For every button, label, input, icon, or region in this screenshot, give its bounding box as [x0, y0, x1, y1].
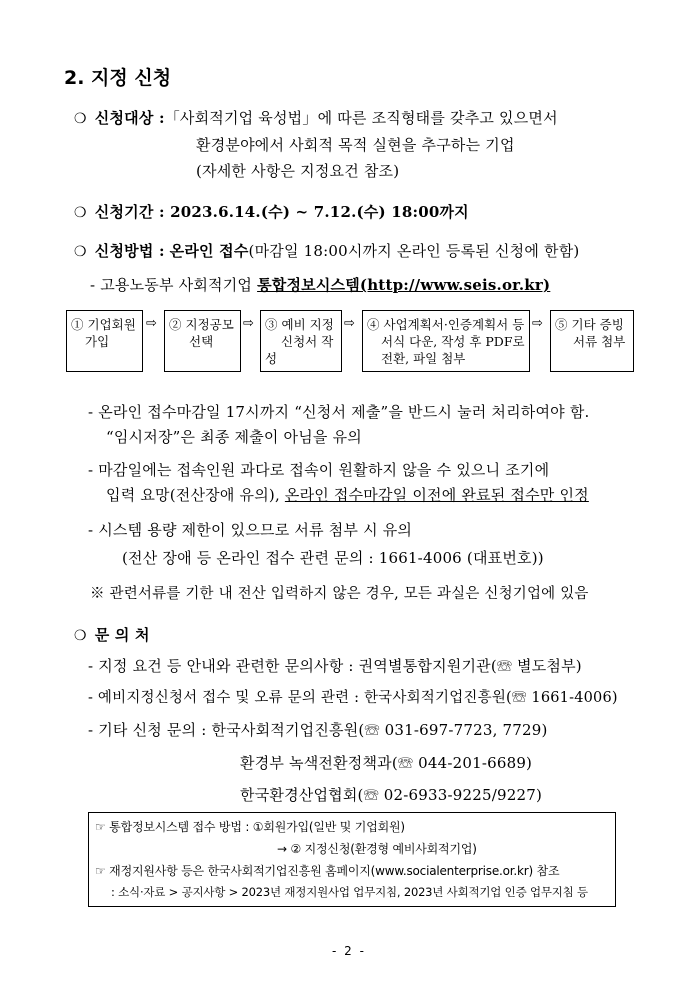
contact-line-2: - 예비지정신청서 접수 및 오류 문의 관련 : 한국사회적기업진흥원(☏ 1661-4006)	[88, 690, 618, 706]
contact-line-4: 환경부 녹색전환정책과(☏ 044-201-6689)	[240, 754, 533, 772]
eligibility-label: 신청대상 :	[94, 109, 165, 127]
flow-step-text: 기타 증빙	[571, 317, 624, 332]
flow-step-2	[164, 310, 241, 372]
contact-line-3: - 기타 신청 문의 : 한국사회적기업진흥원(☏ 031-697-7723, 7729)	[88, 721, 548, 739]
flow-step-text: 서류 첨부	[573, 334, 626, 349]
warning-note: ※ 관련서류를 기한 내 전산 입력하지 않은 경우, 모든 과실은 신청기업에 있음	[90, 586, 589, 602]
arrow-right-icon: ⇨	[243, 316, 254, 331]
info-box-line-1: ☞ 통합정보시스템 접수 방법 : ①회원가입(일반 및 기업회원)	[95, 820, 405, 834]
circle-bullet-icon: ❍	[74, 111, 87, 127]
flow-step-number: ②	[169, 317, 182, 332]
flow-step-text: 선택	[189, 334, 214, 349]
flow-step-number: ①	[71, 317, 84, 332]
system-prefix: - 고용노동부 사회적기업	[90, 276, 258, 294]
page-number: - 2 -	[332, 944, 366, 958]
arrow-right-icon: ⇨	[146, 316, 157, 331]
arrow-right-icon: ⇨	[532, 316, 543, 331]
flow-step-4	[362, 310, 530, 372]
note-1-line2: “임시저장”은 최종 제출이 아님을 유의	[106, 428, 362, 446]
flow-step-text: 전환, 파일 첨부	[381, 351, 466, 366]
flow-step-text: 지정공모	[185, 317, 234, 332]
eligibility-line2: 환경분야에서 사회적 목적 실현을 추구하는 기업	[196, 136, 515, 154]
method-value: 온라인 접수	[169, 242, 249, 260]
flow-step-number: ⑤	[555, 317, 568, 332]
system-link[interactable]: 통합정보시스템(http://www.seis.or.kr)	[257, 276, 551, 294]
period-value: 2023.6.14.(수) ~ 7.12.(수) 18:00까지	[170, 203, 469, 221]
note-1-line1: - 온라인 접수마감일 17시까지 “신청서 제출”을 반드시 눌러 처리하여야 함.	[88, 403, 590, 421]
flow-step-number: ④	[367, 317, 380, 332]
flow-step-text: 예비 지정	[281, 317, 334, 332]
flow-step-text: 기업회원	[87, 317, 136, 332]
flow-step-3	[260, 310, 342, 372]
method-note: (마감일 18:00시까지 온라인 등록된 신청에 한함)	[248, 242, 580, 260]
note-2-line2	[106, 484, 589, 505]
period-row	[74, 201, 469, 222]
eligibility-line1: 「사회적기업 육성법」에 따른 조직형태를 갖추고 있으면서	[164, 109, 558, 127]
application-flow	[66, 310, 634, 372]
info-box	[88, 812, 616, 907]
method-label: 신청방법 :	[94, 242, 165, 260]
contact-line-1: - 지정 요건 등 안내와 관련한 문의사항 : 권역별통합지원기관(☏ 별도첨부)	[88, 657, 582, 675]
info-box-line-2: → ② 지정신청(환경형 예비사회적기업)	[277, 842, 477, 856]
flow-step-text: 사업계획서·인증계획서 등	[383, 317, 525, 332]
method-row	[74, 240, 579, 261]
flow-step-text: 서식 다운, 작성 후 PDF로	[381, 334, 525, 349]
note-3-line2: (전산 장애 등 온라인 접수 관련 문의 : 1661-4006 (대표번호))	[122, 549, 544, 567]
info-box-line-4: : 소식·자료 > 공지사항 > 2023년 재정지원사업 업무지침, 2023년 사회적기업 인증 업무지침 등	[111, 885, 588, 899]
info-box-line-3: ☞ 재정지원사항 등은 한국사회적기업진흥원 홈페이지(www.socialenterprise.or.kr) 참조	[95, 864, 560, 878]
note-3-line1: - 시스템 용량 제한이 있으므로 서류 첨부 시 유의	[88, 521, 413, 539]
circle-bullet-icon: ❍	[74, 205, 87, 221]
flow-step-number: ③	[265, 317, 278, 332]
note-2-line2-plain: 입력 요망(전산장애 유의),	[106, 486, 285, 504]
circle-bullet-icon: ❍	[74, 628, 87, 644]
system-row	[90, 274, 550, 295]
contact-label: 문 의 처	[94, 626, 150, 644]
eligibility-line3: (자세한 사항은 지정요건 참조)	[196, 162, 400, 180]
flow-step-1	[66, 310, 143, 372]
contact-line-5: 한국환경산업협회(☏ 02-6933-9225/9227)	[240, 786, 542, 804]
note-2-line1: - 마감일에는 접속인원 과다로 접속이 원활하지 않을 수 있으니 조기에	[88, 461, 550, 479]
section-title: 2. 지정 신청	[64, 67, 172, 89]
flow-step-text: 신청서 작성	[265, 334, 334, 366]
note-2-line2-underlined: 온라인 접수마감일 이전에 완료된 접수만 인정	[284, 486, 589, 504]
circle-bullet-icon: ❍	[74, 244, 87, 260]
eligibility-row	[74, 107, 558, 128]
period-label: 신청기간 :	[94, 203, 165, 221]
contact-heading	[74, 624, 150, 645]
flow-step-text: 가입	[85, 334, 110, 349]
flow-step-5	[550, 310, 634, 372]
arrow-right-icon: ⇨	[344, 316, 355, 331]
